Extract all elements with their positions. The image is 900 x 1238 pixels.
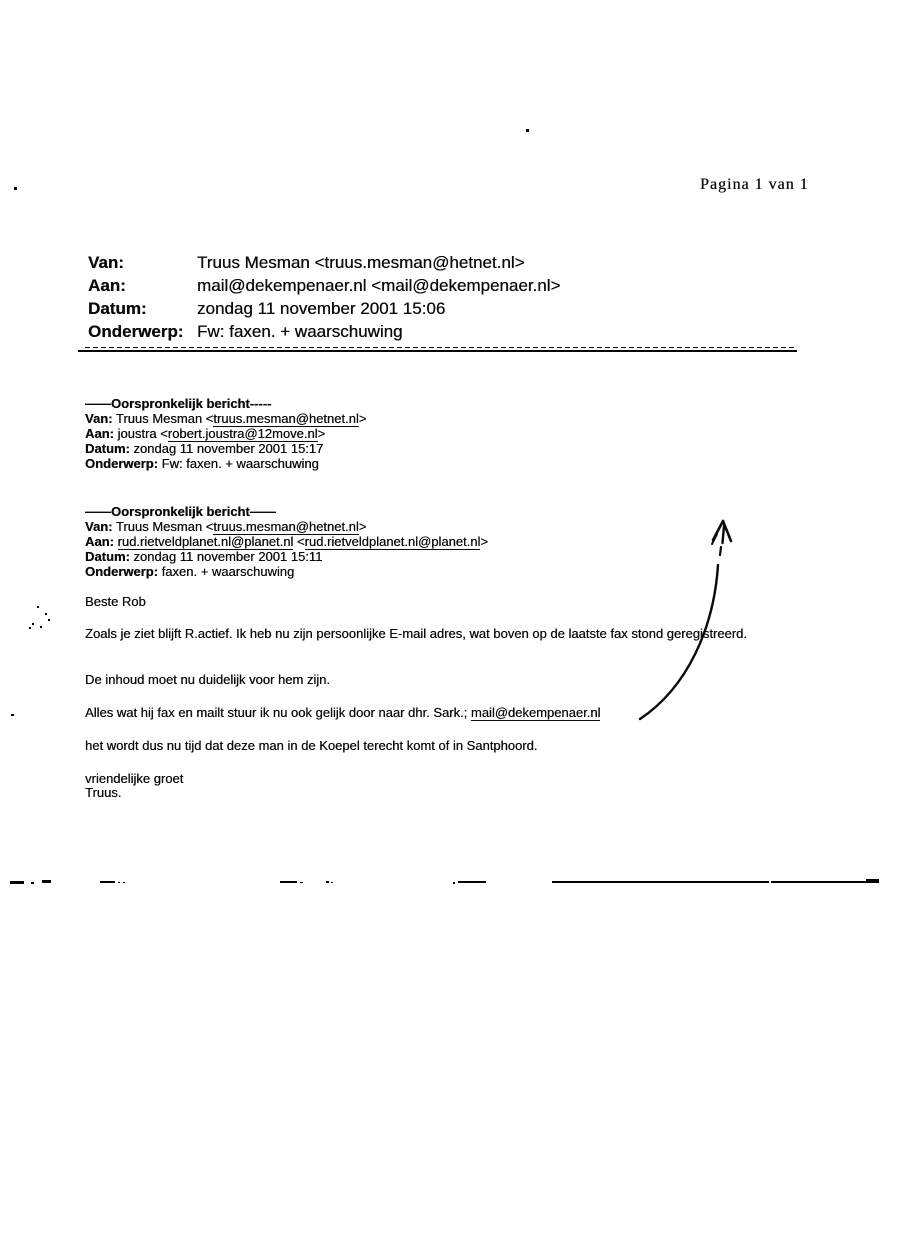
fwd2-aan-post: > [480,534,488,549]
fwd2-van-pre: Truus Mesman < [115,519,214,534]
fwd2-datum-label: Datum: [85,549,130,564]
email-header [88,251,560,343]
header-row-van [88,251,560,274]
forwarded-message-2 [85,504,488,579]
datum-label: Datum: [88,299,147,318]
fwd1-van-post: > [358,411,367,426]
aan-value: mail@dekempenaer.nl <mail@dekempenaer.nl> [197,276,561,295]
header-row-datum [88,297,560,320]
arrow-icon [600,495,770,745]
fwd2-van-line [85,519,488,534]
fwd1-aan-label: Aan: [85,426,114,441]
fwd1-datum-line [85,441,366,456]
aan-label: Aan: [88,276,126,295]
dekempenaer-email-link[interactable]: mail@dekempenaer.nl [470,705,601,720]
header-row-aan [88,274,560,297]
fwd2-van-email-link[interactable]: truus.mesman@hetnet.nl [213,519,359,534]
fwd1-aan-line [85,426,366,441]
fwd2-onderwerp-line [85,564,488,579]
onderwerp-label: Onderwerp: [88,322,184,341]
hand-drawn-arrow [600,495,770,745]
paragraph-2: De inhoud moet nu duidelijk voor hem zijn. [85,672,330,687]
fwd1-onderwerp-line [85,456,366,471]
fwd1-onderwerp-label: Onderwerp: [85,456,158,471]
fwd1-onderwerp-value: Fw: faxen. + waarschuwing [161,456,319,471]
paragraph-4: het wordt dus nu tijd dat deze man in de Koepel terecht komt of in Santphoord. [85,738,538,753]
fwd2-datum-line [85,549,488,564]
van-label: Van: [88,253,124,272]
fwd2-datum-value: zondag 11 november 2001 15:11 [133,549,323,564]
original-message-divider: ——Oorspronkelijk bericht----- [85,396,272,411]
fwd1-aan-post: > [317,426,326,441]
paragraph-3-text: Alles wat hij fax en mailt stuur ik nu ook gelijk door naar dhr. Sark.; [85,705,468,720]
fwd1-aan-email-link[interactable]: robert.joustra@12move.nl [167,426,318,441]
fwd2-van-label: Van: [85,519,113,534]
fwd2-onderwerp-value: faxen. + waarschuwing [161,564,295,579]
fwd1-datum-label: Datum: [85,441,130,456]
van-value: Truus Mesman <truus.mesman@hetnet.nl> [197,253,525,272]
paragraph-1: Zoals je ziet blijft R.actief. Ik heb nu zijn persoonlijke E-mail adres, wat boven op de laatste fax stond geregistreerd. [85,626,747,641]
page-number-label: Pagina 1 van 1 [700,176,809,193]
onderwerp-value: Fw: faxen. + waarschuwing [197,322,403,341]
greeting-line: Beste Rob [85,594,146,609]
fwd1-van-label: Van: [85,411,113,426]
fwd1-datum-value: zondag 11 november 2001 15:17 [133,441,324,456]
datum-value: zondag 11 november 2001 15:06 [197,299,446,318]
fwd2-onderwerp-label: Onderwerp: [85,564,158,579]
forwarded-message-1 [85,396,366,471]
signature-line: Truus. [85,785,122,800]
fwd1-van-pre: Truus Mesman < [115,411,214,426]
header-divider-solid [78,350,797,352]
closing-line: vriendelijke groet [85,771,184,786]
fwd2-aan-line [85,534,488,549]
header-divider-dotted [85,347,797,348]
paragraph-3 [85,705,600,721]
fwd2-aan-label: Aan: [85,534,114,549]
fwd2-van-post: > [358,519,367,534]
fwd2-aan-email-link-2[interactable]: rud.rietveldplanet.nl@planet.nl [304,534,481,549]
fwd1-van-line [85,411,366,426]
header-row-onderwerp [88,320,560,343]
fwd2-aan-mid: < [296,534,305,549]
fwd1-aan-pre: joustra < [117,426,168,441]
fwd1-van-email-link[interactable]: truus.mesman@hetnet.nl [213,411,359,426]
original-message-divider: ——Oorspronkelijk bericht—— [85,504,276,519]
fwd2-aan-email-link-1[interactable]: rud.rietveldplanet.nl@planet.nl [117,534,294,549]
